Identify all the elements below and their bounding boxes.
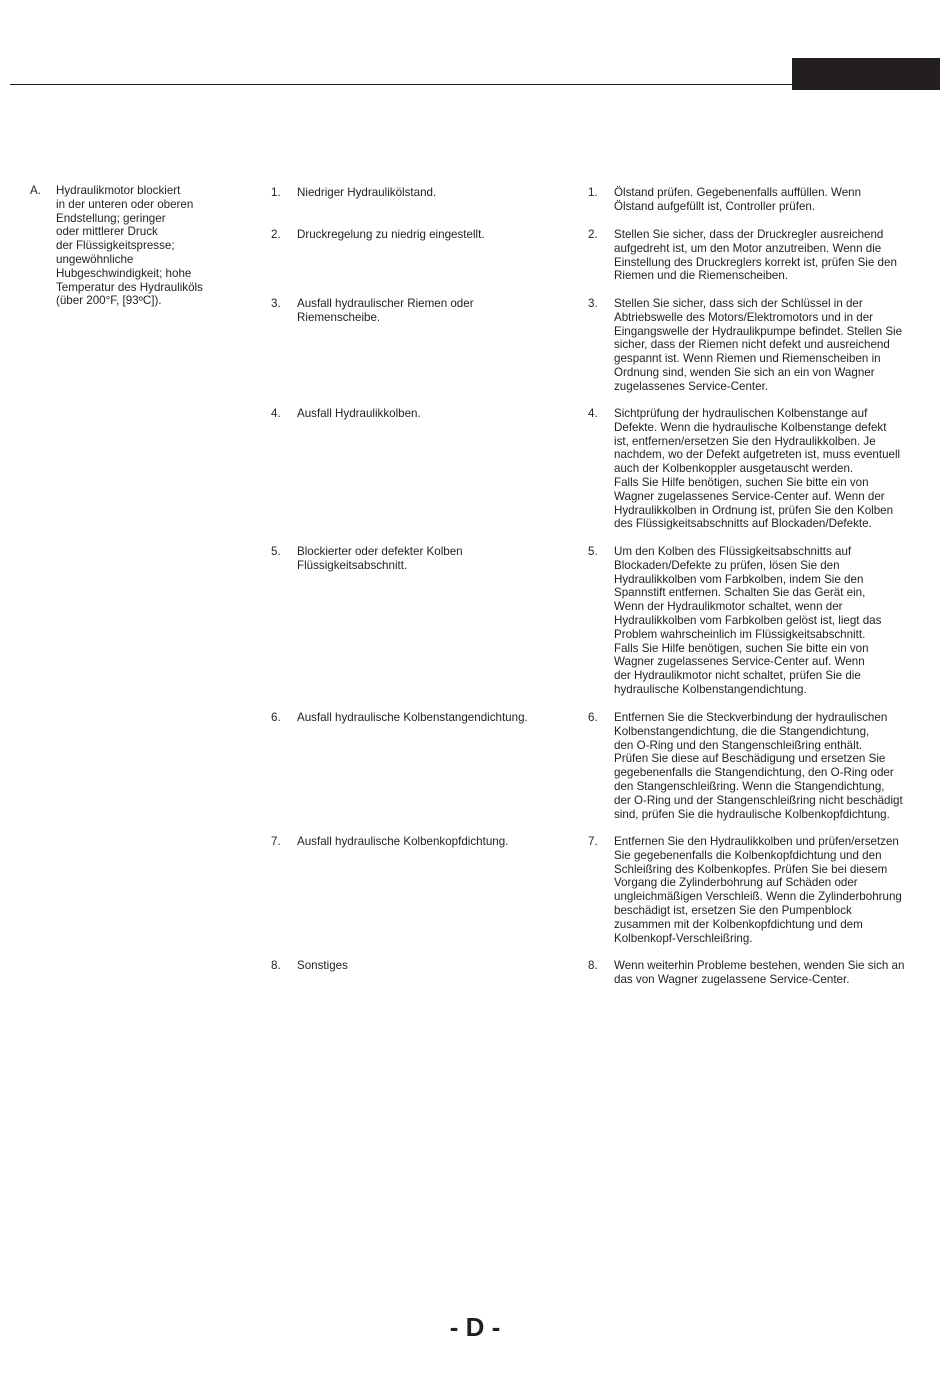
cause-text: Sonstiges [297, 959, 348, 972]
solution-text: Wenn weiterhin Probleme bestehen, wenden Sie sich an das von Wagner zugelassene Service-Center. [614, 959, 905, 986]
solution-number: 5. [588, 545, 598, 558]
solution-number: 4. [588, 407, 598, 420]
cause-number: 6. [271, 711, 281, 724]
cause-number: 7. [271, 835, 281, 848]
cause-text: Ausfall hydraulische Kolbenstangendichtung. [297, 711, 528, 724]
problem-text: Hydraulikmotor blockiert in der unteren oder oberen Endstellung; geringer oder mittlerer Druck der Flüssigkeitspresse; ungewöhnliche Hubgeschwindigkeit; hohe Temperatur des Hydrauliköls (über 200°F, [93ºC]). [56, 184, 203, 308]
cause-number: 8. [271, 959, 281, 972]
cause-text: Ausfall hydraulische Kolbenkopfdichtung. [297, 835, 509, 848]
cause-text: Niedriger Hydraulikölstand. [297, 186, 437, 199]
cause-text: Druckregelung zu niedrig eingestellt. [297, 228, 485, 241]
solution-text: Stellen Sie sicher, dass der Druckregler ausreichend aufgedreht ist, um den Motor anzutreiben. Wenn die Einstellung des Druckreglers korrekt ist, prüfen Sie den Riemen und die Riemenscheiben. [614, 228, 897, 283]
solution-number: 2. [588, 228, 598, 241]
solution-number: 3. [588, 297, 598, 310]
cause-number: 1. [271, 186, 281, 199]
solution-text: Stellen Sie sicher, dass sich der Schlüssel in der Abtriebswelle des Motors/Elektromotors und in der Eingangswelle der Hydraulikpumpe befindet. Stellen Sie sicher, dass der Riemen nicht defekt und ausreichend gespannt ist. Wenn Riemen und Riemenscheiben in Ordnung sind, wenden Sie sich an ein von Wagner zugelassenes Service-Center. [614, 297, 903, 393]
solution-text: Um den Kolben des Flüssigkeitsabschnitts auf Blockaden/Defekte zu prüfen, lösen Sie den Hydraulikkolben vom Farbkolben, indem Sie den Spannstift entfernen. Schalten Sie das Gerät ein, Wenn der Hydraulikmotor schaltet, wenn der Hydraulikkolben vom Farbkolben gelöst ist, liegt das Problem wahrscheinlich im Flüssigkeitsabschnitt. Falls Sie Hilfe benötigen, suchen Sie bitte ein von Wagner zugelassenes Service-Center auf. Wenn der Hydraulikmotor nicht schaltet, prüfen Sie die hydraulische Kolbenstangendichtung. [614, 545, 882, 696]
cause-text: Ausfall hydraulischer Riemen oder Riemenscheibe. [297, 297, 474, 324]
solution-text: Ölstand prüfen. Gegebenenfalls auffüllen. Wenn Ölstand aufgefüllt ist, Controller prüfen. [614, 186, 862, 213]
solution-text: Entfernen Sie die Steckverbindung der hydraulischen Kolbenstangendichtung, die die Stangendichtung, den O-Ring und den Stangenschleißring enthält. Prüfen Sie diese auf Beschädigung und ersetzen Sie gegebenenfalls die Stangendichtung, den O-Ring oder den Stangenschleißring. Wenn die Stangendichtung, der O-Ring und der Stangenschleißring nicht beschädigt sind, prüfen Sie die hydraulische Kolbenkopfdichtung. [614, 711, 903, 821]
cause-number: 5. [271, 545, 281, 558]
solution-number: 7. [588, 835, 598, 848]
solution-number: 1. [588, 186, 598, 199]
solution-number: 8. [588, 959, 598, 972]
cause-text: Ausfall Hydraulikkolben. [297, 407, 421, 420]
solution-text: Sichtprüfung der hydraulischen Kolbenstange auf Defekte. Wenn die hydraulische Kolbenstange defekt ist, entfernen/ersetzen Sie den Hydraulikkolben. Je nachdem, wo der Defekt aufgetreten ist, muss eventuell auch der Kolbenkoppler ausgetauscht werden. Falls Sie Hilfe benötigen, suchen Sie bitte ein von Wagner zugelassenes Service-Center auf. Wenn der Hydraulikkolben in Ordnung ist, prüfen Sie den Kolben des Flüssigkeitsabschnitts auf Blockaden/Defekte. [614, 407, 901, 531]
solution-number: 6. [588, 711, 598, 724]
cause-number: 2. [271, 228, 281, 241]
cause-number: 3. [271, 297, 281, 310]
page-footer: - D - [449, 1312, 501, 1342]
header-tab [792, 58, 940, 90]
header-rule [10, 84, 792, 85]
cause-text: Blockierter oder defekter Kolben Flüssigkeitsabschnitt. [297, 545, 463, 572]
cause-number: 4. [271, 407, 281, 420]
solution-text: Entfernen Sie den Hydraulikkolben und prüfen/ersetzen Sie gegebenenfalls die Kolbenkopfdichtung und den Schleißring des Kolbenkopfes. Prüfen Sie bei diesem Vorgang die Zylinderbohrung auf Schäden oder ungleichmäßigen Verschleiß. Wenn die Zylinderbohrung beschädigt ist, ersetzen Sie den Pumpenblock zusammen mit der Kolbenkopfdichtung und dem Kolbenkopf-Verschleißring. [614, 835, 902, 945]
problem-label: A. [30, 184, 41, 197]
